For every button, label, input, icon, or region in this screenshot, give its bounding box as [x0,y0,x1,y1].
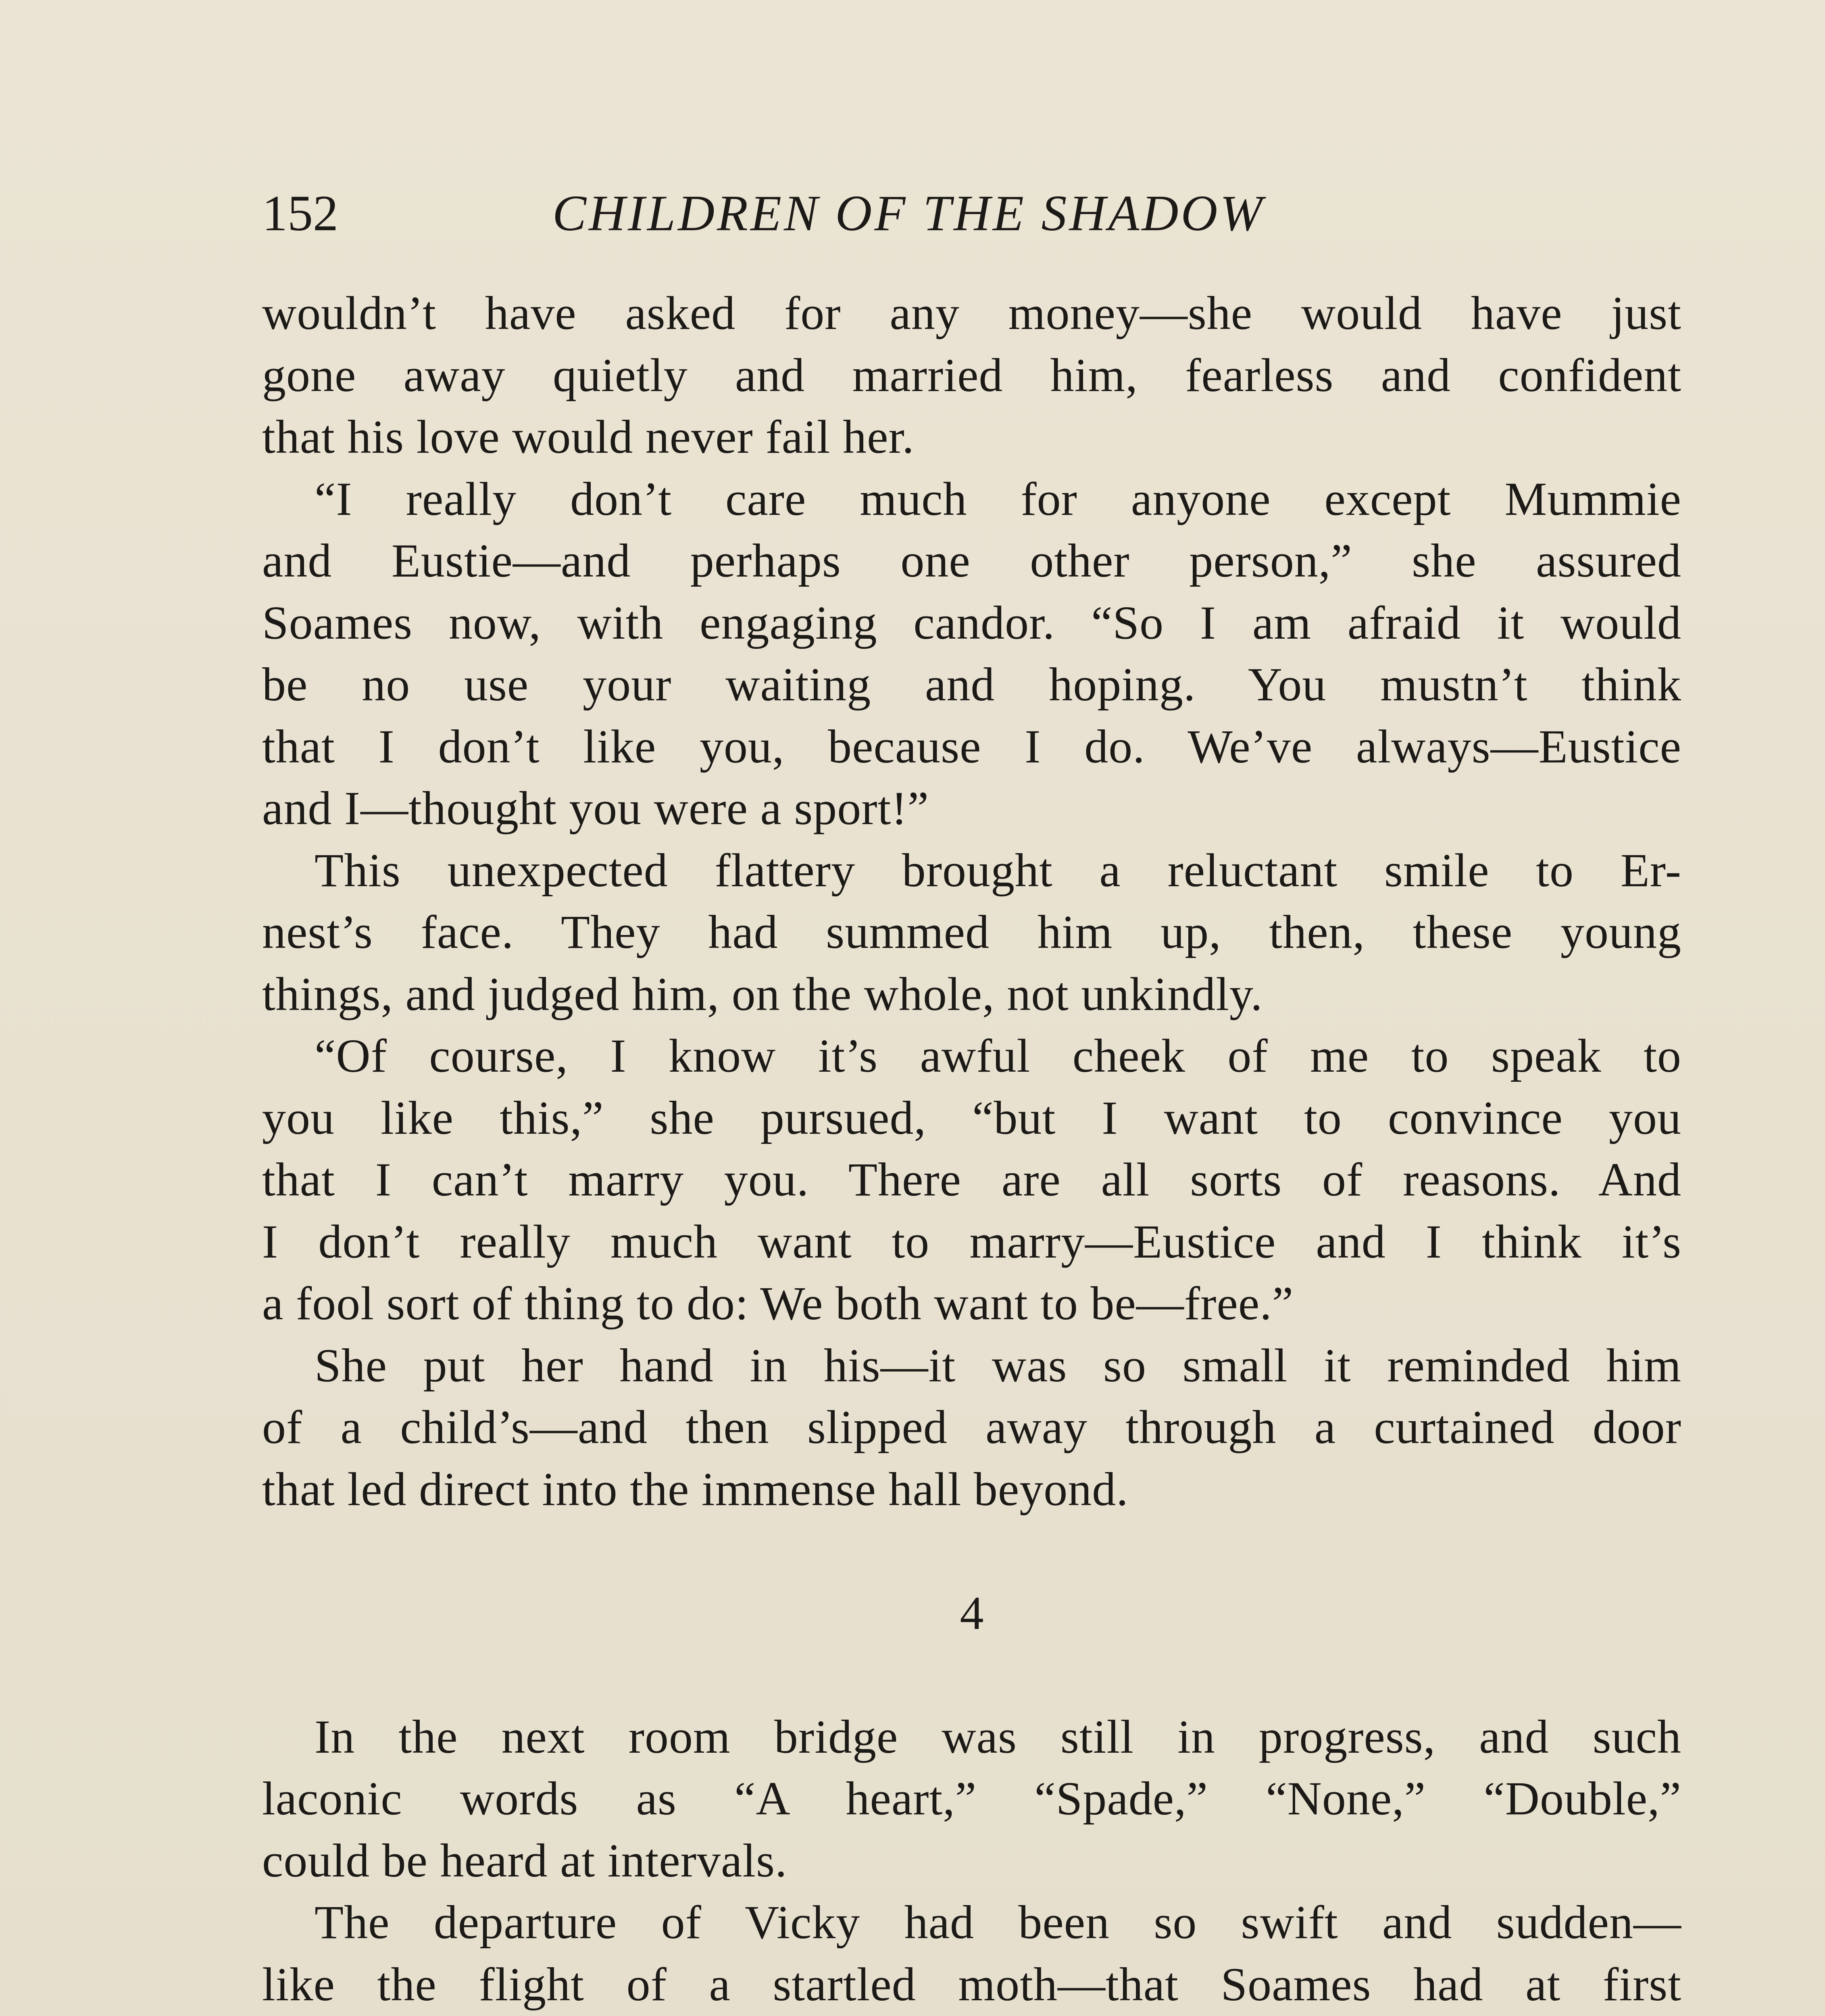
text-line: things, and judged him, on the whole, not unkindly. [262,967,1263,1020]
text-line: that led direct into the immense hall beyond. [262,1462,1129,1516]
text-line: nest’s face. They had summed him up, then, these young [262,906,1681,958]
paragraph [262,1706,1681,1892]
text-line: She put her hand in his—it was so small it reminded him [315,1339,1681,1392]
paragraph [262,1891,1681,2016]
section-gap [262,1644,1681,1706]
text-line: “I really don’t care much for anyone except Mummie [315,472,1681,525]
text-line: This unexpected flattery brought a reluctant smile to Er- [315,843,1681,897]
page-header [262,177,1681,250]
text-line: that I can’t marry you. There are all sorts of reasons. And [262,1153,1681,1206]
paragraph [262,282,1681,468]
text-line: I don’t really much want to marry—Eustice and I think it’s [262,1215,1681,1268]
text-line: wouldn’t have asked for any money—she would have just [262,287,1681,339]
text-line: that his love would never fail her. [262,410,915,463]
text-line: and Eustie—and perhaps one other person,” she assured [262,534,1681,587]
paragraph [262,1335,1681,1520]
text-line: and I—thought you were a sport!” [262,782,929,835]
paragraph [262,468,1681,839]
text-line: be no use your waiting and hoping. You mustn’t think [262,658,1681,711]
section-number: 4 [960,1586,984,1639]
text-line: you like this,” she pursued, “but I want to convince you [262,1091,1681,1144]
text-line: gone away quietly and married him, fearless and confident [262,348,1681,402]
text-line: “Of course, I know it’s awful cheek of me to speak to [315,1029,1681,1082]
text-line: laconic words as “A heart,” “Spade,” “None,” “Double,” [262,1772,1681,1825]
paragraph [262,1025,1681,1335]
page-body [262,282,1681,2016]
text-line: a fool sort of thing to do: We both want to be—free.” [262,1277,1294,1330]
paragraph [262,839,1681,1025]
page-number: 152 [262,185,338,242]
text-line: The departure of Vicky had been so swift and sudden— [315,1896,1681,1949]
text-line: that I don’t like you, because I do. We’ve always—Eustice [262,720,1681,773]
running-title: CHILDREN OF THE SHADOW [552,185,1265,242]
text-line: could be heard at intervals. [262,1834,788,1887]
text-line: In the next room bridge was still in progress, and such [315,1710,1681,1763]
text-line: Soames now, with engaging candor. “So I am afraid it would [262,596,1681,649]
text-line: of a child’s—and then slipped away through a curtained door [262,1401,1681,1454]
text-line: like the flight of a startled moth—that Soames had at first [262,1958,1681,2011]
